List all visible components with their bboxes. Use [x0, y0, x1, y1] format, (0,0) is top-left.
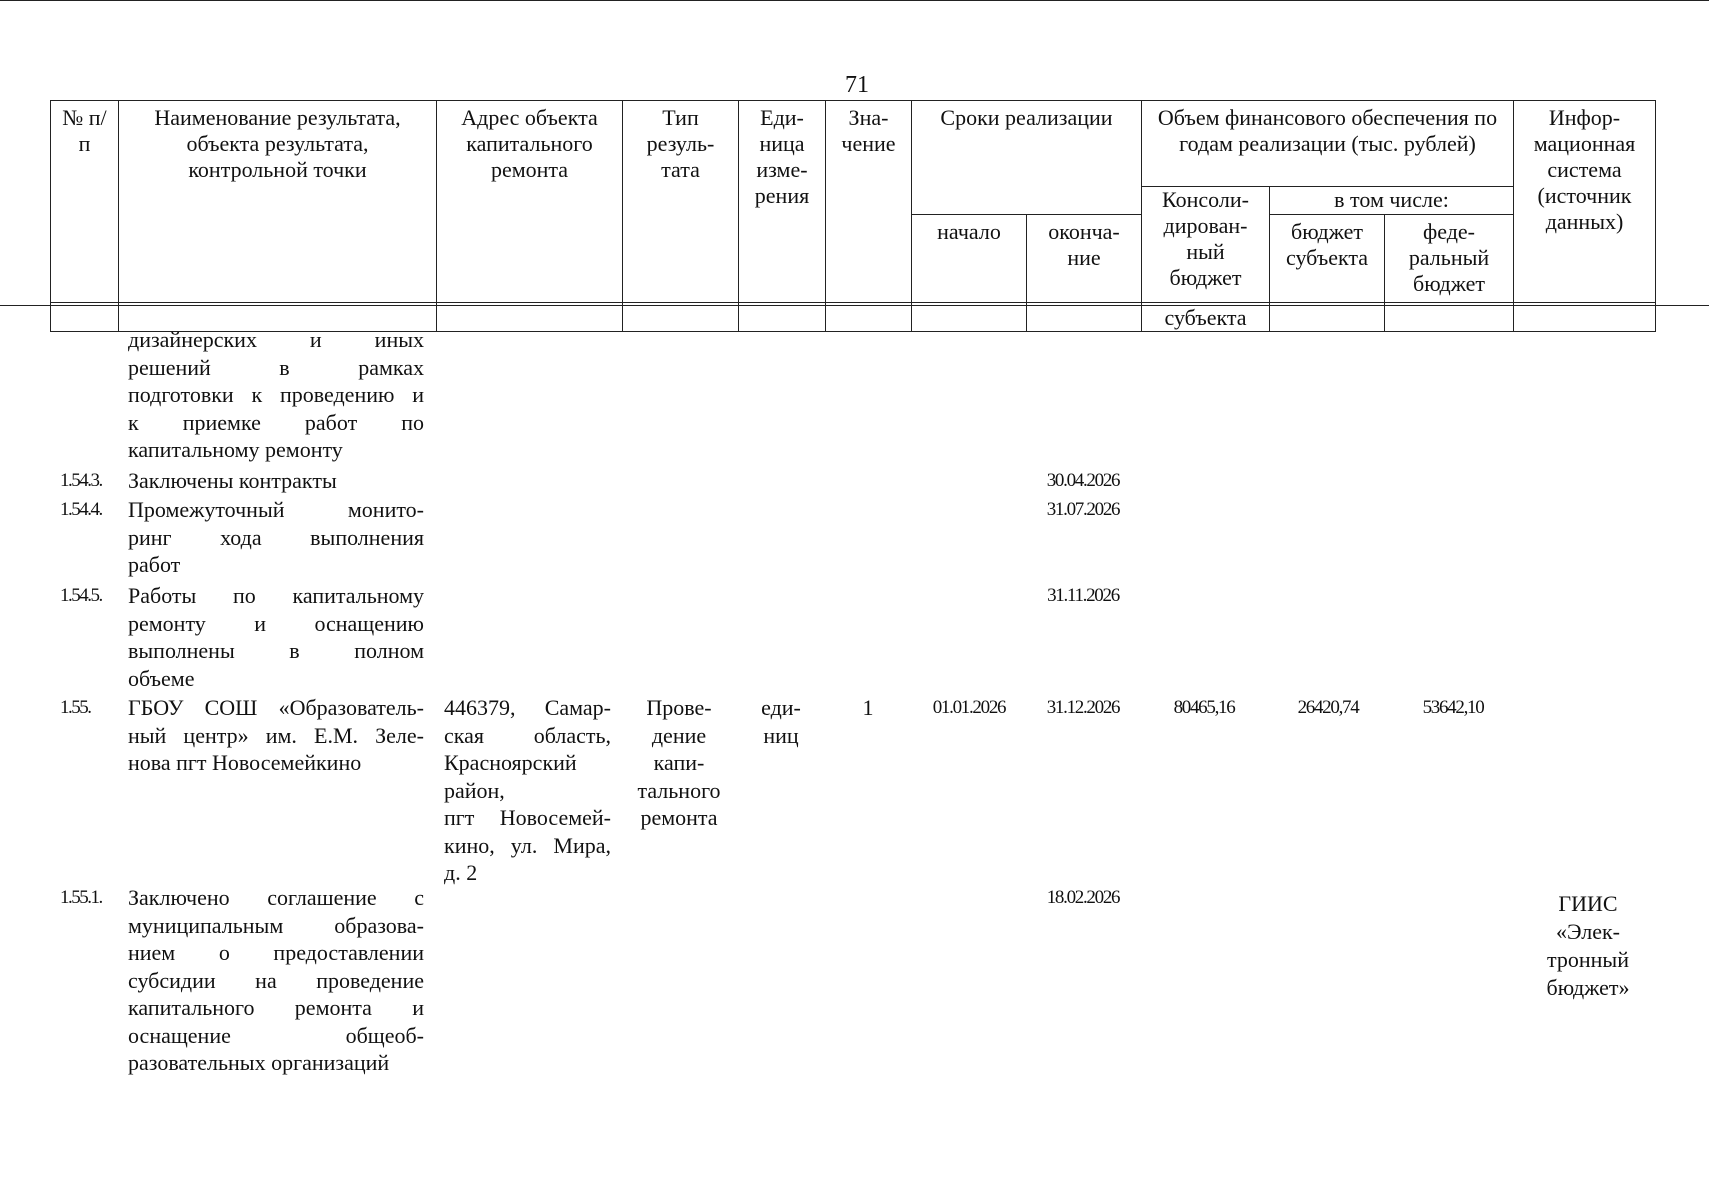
- blank-cell: [1270, 303, 1385, 332]
- row-name: Заключено соглашение с муниципальным образова- нием о предоставлении субсидии на проведение капитального ремонта и оснащение общеоб- разовательных организаций: [128, 885, 424, 1075]
- row-end-date: 18.02.2026: [1046, 887, 1120, 908]
- header-col-info: Инфор- мационная система (источник данных): [1514, 101, 1656, 303]
- header-col-including: в том числе:: [1270, 187, 1514, 215]
- row-federal-budget: 53642,10: [1422, 697, 1484, 718]
- row-address: 446379, Самар- ская область, Красноярский район, пгт Новосемей- кино, ул. Мира, д. 2: [444, 695, 611, 885]
- blank-cell: [1514, 303, 1656, 332]
- scan-edge-top: [0, 0, 1709, 1]
- blank-cell: [437, 303, 623, 332]
- header-col-unit: Еди- ница изме- рения: [739, 101, 826, 303]
- row-number: 1.54.4.: [60, 499, 102, 520]
- blank-cell: [623, 303, 739, 332]
- header-col-address: Адрес объекта капитального ремонта: [437, 101, 623, 303]
- header-col-subject-budget: бюджет субъекта: [1270, 215, 1385, 303]
- blank-cell: [739, 303, 826, 332]
- page-number: 71: [845, 72, 869, 98]
- row-name: Промежуточный монито- ринг хода выполнения работ: [128, 497, 424, 577]
- row-number: 1.54.3.: [60, 470, 102, 491]
- row-info-system: ГИИС «Элек- тронный бюджет»: [1546, 891, 1630, 1000]
- header-col-consolidated: Консоли- дирован- ный бюджет: [1142, 187, 1270, 303]
- header-col-type: Тип резуль- тата: [623, 101, 739, 303]
- row-value: 1: [862, 695, 874, 720]
- header-col-federal-budget: феде- ральный бюджет: [1385, 215, 1514, 303]
- header-col-name: Наименование результата, объекта результата, контрольной точки: [119, 101, 437, 303]
- row-subject-budget: 26420,74: [1297, 697, 1359, 718]
- row-end-date: 31.11.2026: [1047, 585, 1119, 606]
- row-end-date: 30.04.2026: [1046, 470, 1120, 491]
- blank-cell: [1385, 303, 1514, 332]
- row-number: 1.54.5.: [60, 585, 102, 606]
- row-name: ГБОУ СОШ «Образователь- ный центр» им. Е.М. Зеле- нова пгт Новосемейкино: [128, 695, 424, 775]
- row-number: 1.55.: [60, 697, 91, 718]
- table-header: [50, 100, 1656, 332]
- row-name: дизайнерских и иных решений в рамках подготовки к проведению и к приемке работ по капитальному ремонту: [128, 327, 424, 462]
- blank-cell: [51, 303, 119, 332]
- blank-cell: [912, 303, 1027, 332]
- row-number: 1.55.1.: [60, 887, 102, 908]
- row-end-date: 31.07.2026: [1046, 499, 1120, 520]
- blank-cell: [826, 303, 912, 332]
- row-start-date: 01.01.2026: [932, 697, 1006, 718]
- row-result-type: Прове- дение капи- тального ремонта: [637, 695, 721, 830]
- row-name: Работы по капитальному ремонту и оснащению выполнены в полном объеме: [128, 583, 424, 691]
- header-col-end: оконча- ние: [1027, 215, 1142, 303]
- blank-cell: [1027, 303, 1142, 332]
- header-col-value: Зна- чение: [826, 101, 912, 303]
- header-col-terms: Сроки реализации: [912, 101, 1142, 215]
- header-col-finance: Объем финансового обеспечения по годам реализации (тыс. рублей): [1142, 101, 1514, 187]
- header-col-num: № п/п: [51, 101, 119, 303]
- row-end-date: 31.12.2026: [1046, 697, 1120, 718]
- row-unit: еди- ниц: [761, 695, 801, 748]
- header-col-start: начало: [912, 215, 1027, 303]
- row-name: Заключены контракты: [128, 468, 337, 493]
- row-consolidated-budget: 80465,16: [1173, 697, 1235, 718]
- header-col-consolidated-tail: субъекта: [1142, 303, 1270, 332]
